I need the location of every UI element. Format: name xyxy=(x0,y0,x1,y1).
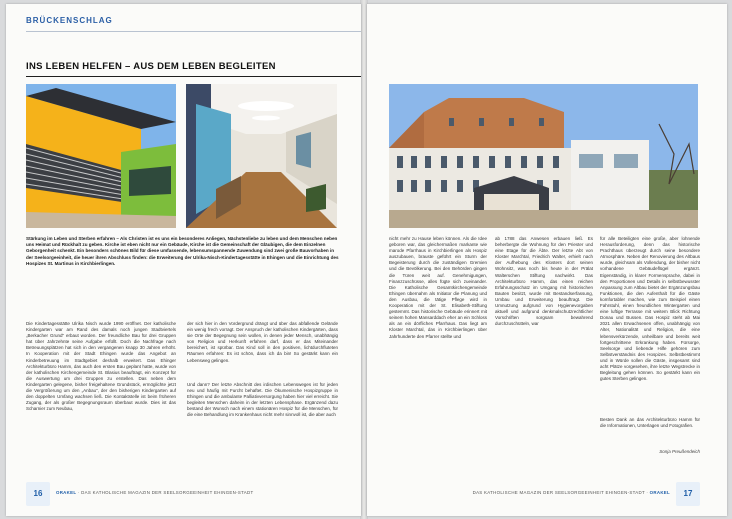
acknowledgement: Besten Dank an das Architekturbüro Hamm für die Informationen, Unterlagen und Fotografien. xyxy=(600,417,700,429)
section-label: BRÜCKENSCHLAG xyxy=(26,16,113,25)
page-number-left: 16 xyxy=(26,482,50,506)
body-column-1: Die Kindertagesstätte Ulrika Nisch wurde 1990 eröffnet. Der katholische Kindergarten war am Rand des damals noch jungen Stadtviertels „Berkacher Grund“ erbaut worden. Der freundliche Bau für drei Gruppen hat über Jahrzehnte seine Aufgabe erfüllt. Doch die Nachfrage nach Betreuungsplätzen hat sich in den vergangenen knapp 30 Jahren erhöht. In Kooperation mit der Stadt Ehingen wurde das Angebot an Kinderbetreuung im Stadtgebiet deshalb erweitert. Das Ehinger Architekturbüro Hamm, das auch den ersten Bau geplant hatte, wurde von der katholischen Kirchengemeinde St. Blasius beauftragt, ein Konzept für die Auswertung um drei Gruppen zu erstellen. Das neben dem Kindergarten gelegene, bisher freigehaltene Grundstück, ermöglichte jetzt die Vergrößerung um den „Anbau“, der den bisherigen Kindergarten auf den doppelten Umfang wachsen ließ. Die Kontaktstelle ist beim früheren Zugang, der als großer Begegnungsraum überbaut wurde. Dies ist das Scharnier zum Neubau, xyxy=(26,321,176,412)
kindergarten-exterior-image xyxy=(26,84,176,228)
magazine-brand: ORAKEL xyxy=(56,490,77,495)
author-credit: Sonja Preußendeich xyxy=(659,449,700,454)
article-headline: INS LEBEN HELFEN – AUS DEM LEBEN BEGLEITEN xyxy=(26,61,276,72)
body-column-2-continued: Und dann? Der letzte Abschnitt des irdischen Lebensweges ist für jeden neu und häufig mit Furcht behaftet. Die Ökumenische Hospizgruppe in Ehingen und die ambulante Palliativversorgung haben hier viel erreicht. Sie begleiten Menschen daheim in der letzten Lebensphase. Ergänzend dazu bestand der Wunsch nach einem stationären Hospiz für die Menschen, für die eine Behandlung im Krankenhaus nicht mehr sinnvoll ist, die aber auch xyxy=(187,382,338,418)
footer-magazine-right xyxy=(473,490,670,495)
footer-magazine-left xyxy=(56,490,253,495)
right-footer xyxy=(367,482,727,514)
hospiz-pfarrhaus-image xyxy=(389,84,698,228)
body-column-5: für alle Beteiligten eine große, aber lohnende Herausforderung, denn das historische Prachthaus überzeugt durch seine besondere Atmosphäre. Neben der Renovierung des Altbaus wurde, gleichsam als Vollendung, der bisher nicht vorhandene Gebäudeflügel ergänzt. Eigenständig, in klarer Formensprache, dabei in den Proportionen und Details in selbstbewusster Anpassung zum Altbau bietet der Ergänzungsbau Funktionen, die den Aufenthalt für die Gäste komfortabler machen, wie zum Beispiel einen Fahrstuhl, einen freundlichen Wintergarten und eine luftige Terrasse mit weitem Blick Richtung Donau und Bussen. Das Hospiz steht ab Mai 2021 allen Erwachsenen offen, unabhängig von Alter, Nationalität und Religion, die eine lebensverkürzende, unheilbare und bereits weit fortgeschrittene Erkrankung haben. Fürsorge, Seelsorge und liebende Hilfe gehören zum Selbstverständnis des Hospizes. Selbstbestimmt und in Würde sollen die Gäste, insgesamt sind acht Plätze vorgesehen, ihre letzte Wegstrecke in Begleitung gehen können. So gestärkt kann ein gutes Sterben gelingen. xyxy=(600,236,700,382)
page-number-right: 17 xyxy=(676,482,700,506)
body-column-3: nicht mehr zu Hause leben können. Als die Idee geboren war, das gleichermaßen markante wie marode Pfarrhaus in Kirchbierlingen als Hospiz auszubauen, brauste geführt ein Sturm der Begeisterung durch die zuständigen Gremien und die Bevölkerung. Bei den Behörden gingen die Türen weit auf. Genehmigungen, Finanzzuschüsse, alles fügte sich zueinander. Die Katholische Gesamtkirchengemeinde Ehingen übernahm als Initiator die Planung und den Ausbau, die tätige Pflege wird in Kooperation mit der St. Elisabeth-Stiftung gestemmt. Das historische Gebäude erinnert mit seinem hohen Mansarddach eher an ein Schloss als an ein dörfliches Pfarrhaus. Das liegt am Kloster Marchtal, das in Kirchbierlingen über Jahrhunderte den Pfarrer stellte und xyxy=(389,236,487,339)
kindergarten-corridor-photo xyxy=(186,84,337,228)
lead-paragraph: Stärkung im Leben und Sterben erfahren – Als Christen ist es uns ein besonderes Anliegen, Nächstenliebe zu leben und dem Menschen neben uns Heimat und Rückhalt zu geben. Kirche ist eben nicht nur ein Gebäude, Kirche ist die Gemeinschaft der Gläubigen, die dem Einzelnen Geborgenheit schenkt. Ein besonders schönes Bild für diese umfassende, lebensumspannende Zuwendung sind zwei große Bauvorhaben in der Seelsorgeeinheit, die heuer ihren Abschluss finden: die Erweiterung der Ulrika-Nisch-Kindertagesstätte in Ehingen und die Einrichtung des Hospizes St. Martinus in Kirchbierlingen. xyxy=(26,236,339,266)
magazine-brand-right: ORAKEL xyxy=(649,490,670,495)
left-page xyxy=(6,4,361,516)
kindergarten-corridor-image xyxy=(186,84,337,228)
left-footer xyxy=(6,482,361,514)
footer-text-left: · DAS KATHOLISCHE MAGAZIN DER SEELSORGEEINHEIT EHINGEN-STADT xyxy=(76,490,254,495)
right-page xyxy=(367,4,727,516)
hospiz-pfarrhaus-photo xyxy=(389,84,698,228)
body-column-4: ab 1788 das Anwesen erbauen ließ. Es beherbergte die Wohnung für den Priester und eine Etage für die Äbte. Der letzte Abt von Kloster Marchtal, Friedrich Walter, erhielt nach der Aufhebung des Klosters dort seinen Wohnsitz, was noch bis heute in der Prälat Walterschen Stiftung nachwirkt. Das Architekturbüro Hamm, das einen reichen Erfahrungsschatz im Umgang mit historischen Bauten besitzt, wurde mit Bestandserfassung, Umbau und Erweiterung beauftragt. Die Umnutzung aufgrund von Hygienevorgaben aktuell und aufgrund denkmalschutzrechtlicher Vorschriften sorgsam bewahrend durchzuschütteln, war xyxy=(495,236,593,327)
body-column-2: der sich hier in den Vordergrund drängt und über das abfallende Gelände ein wenig frech vorragt. Der Anspruch der katholischen Kindergärten, dass sie Orte der Begegnung sein wollen, in denen jeder Mensch, unabhängig von Religion und Herkunft erfahren darf, dass er das Miteinander bereichert, ist spürbar. Das Kind soll in den positiven, lichtdurchfluteten Räumen erfahren: Es ist schön, dass ich da bin! So gestärkt kann ein Lebensweg gelingen. xyxy=(187,321,338,363)
headline-rule xyxy=(26,76,361,77)
kindergarten-exterior-photo xyxy=(26,84,176,228)
top-rule xyxy=(26,31,361,32)
footer-text-right: DAS KATHOLISCHE MAGAZIN DER SEELSORGEEINHEIT EHINGEN-STADT · xyxy=(472,490,650,495)
